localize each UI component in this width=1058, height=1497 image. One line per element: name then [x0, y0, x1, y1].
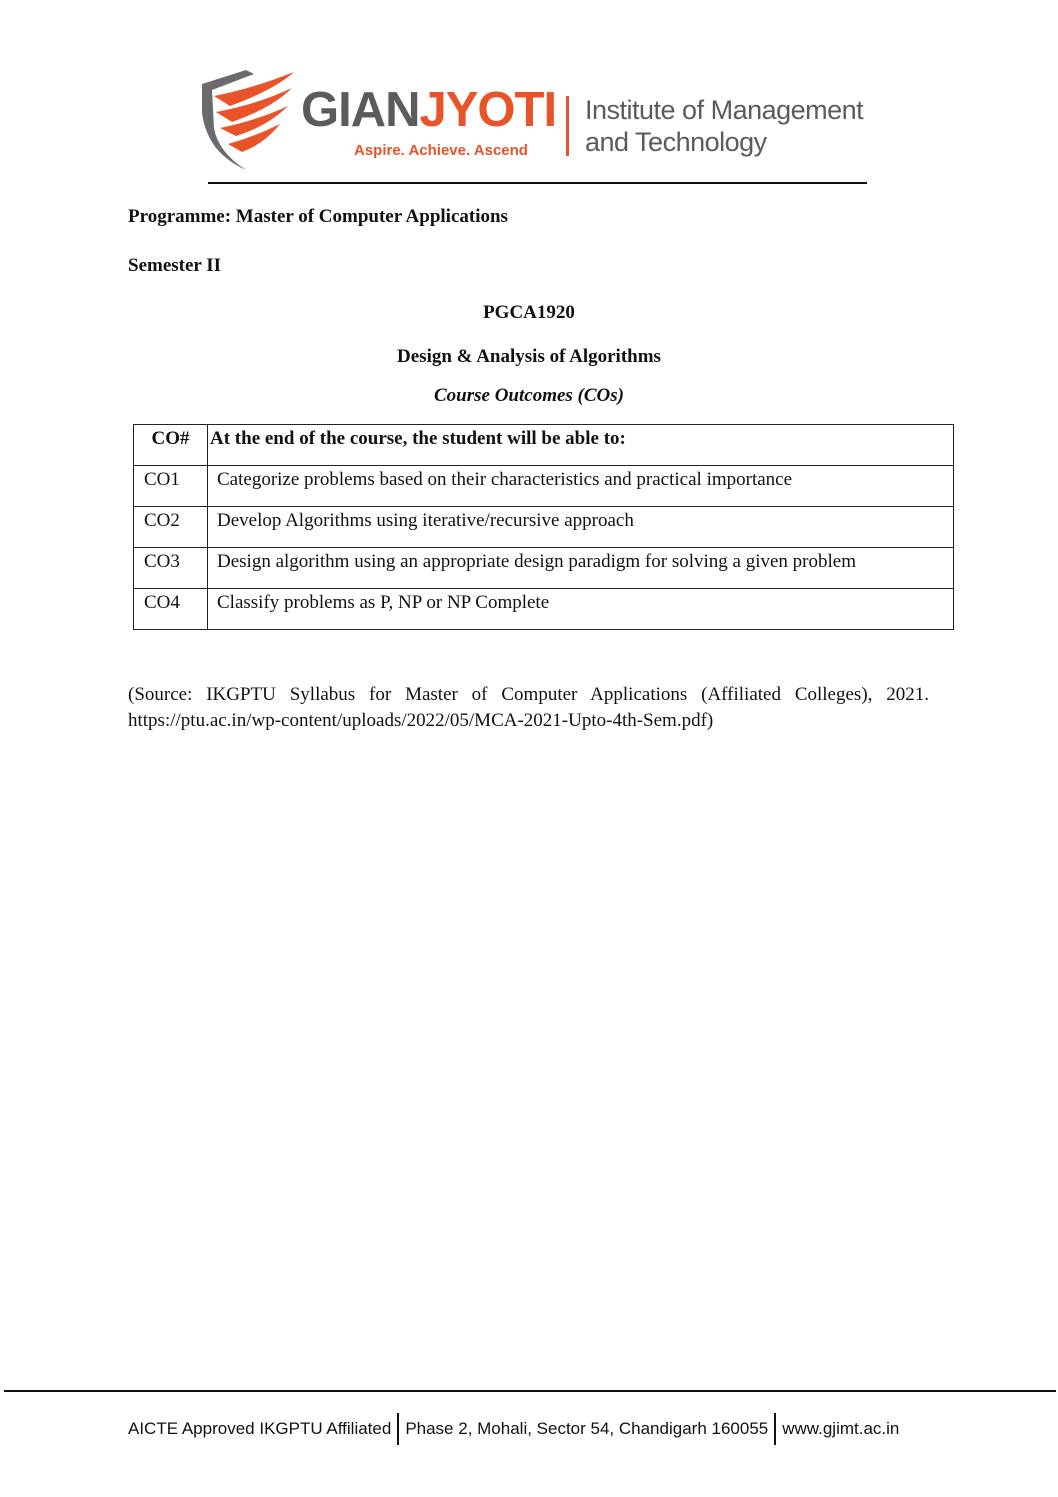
footer-divider	[774, 1413, 776, 1445]
programme-line: Programme: Master of Computer Applications	[128, 206, 508, 227]
table-row	[134, 466, 954, 507]
institute-name-line2: and Technology	[585, 127, 767, 157]
co-description: Design algorithm using an appropriate design paradigm for solving a given problem	[208, 548, 954, 589]
footer-address: Phase 2, Mohali, Sector 54, Chandigarh 160055	[405, 1419, 769, 1438]
co-id: CO1	[134, 466, 208, 507]
page-header	[0, 0, 1058, 190]
header-co-description: At the end of the course, the student will be able to:	[208, 425, 954, 466]
brand-tagline: Aspire. Achieve. Ascend	[354, 142, 528, 159]
institute-name	[585, 94, 863, 158]
footer-affiliation: AICTE Approved IKGPTU Affiliated	[128, 1419, 392, 1438]
co-description: Categorize problems based on their characteristics and practical importance	[208, 466, 954, 507]
header-divider	[566, 96, 569, 156]
co-id: CO4	[134, 589, 208, 630]
co-id: CO3	[134, 548, 208, 589]
brand-name	[301, 83, 557, 137]
brand-name-gian: GIAN	[301, 83, 420, 137]
co-description: Classify problems as P, NP or NP Complete	[208, 589, 954, 630]
source-citation	[128, 682, 929, 734]
source-url: https://ptu.ac.in/wp-content/uploads/2022/05/MCA-2021-Upto-4th-Sem.pdf)	[128, 710, 714, 731]
table-row	[134, 507, 954, 548]
gianjyoti-shield-logo-icon	[194, 66, 298, 178]
footer-divider	[397, 1413, 399, 1445]
header-rule	[208, 182, 867, 184]
table-header-row	[134, 425, 954, 466]
co-description: Develop Algorithms using iterative/recursive approach	[208, 507, 954, 548]
course-title: Design & Analysis of Algorithms	[397, 346, 661, 367]
outcomes-heading: Course Outcomes (COs)	[433, 385, 624, 406]
institute-name-line1: Institute of Management	[585, 95, 864, 125]
course-code: PGCA1920	[483, 302, 575, 323]
header-co-number: CO#	[134, 425, 208, 466]
footer-website: www.gjimt.ac.in	[782, 1419, 900, 1438]
page-footer	[128, 1413, 899, 1445]
footer-rule	[4, 1390, 1056, 1392]
table-row	[134, 548, 954, 589]
course-outcomes-table	[133, 424, 954, 630]
semester-line: Semester II	[128, 255, 222, 276]
co-id: CO2	[134, 507, 208, 548]
brand-name-jyoti: JYOTI	[419, 83, 557, 137]
table-row	[134, 589, 954, 630]
source-citation-line1: (Source: IKGPTU Syllabus for Master of Computer Applications (Affiliated Colleges), 2021.	[128, 684, 929, 705]
